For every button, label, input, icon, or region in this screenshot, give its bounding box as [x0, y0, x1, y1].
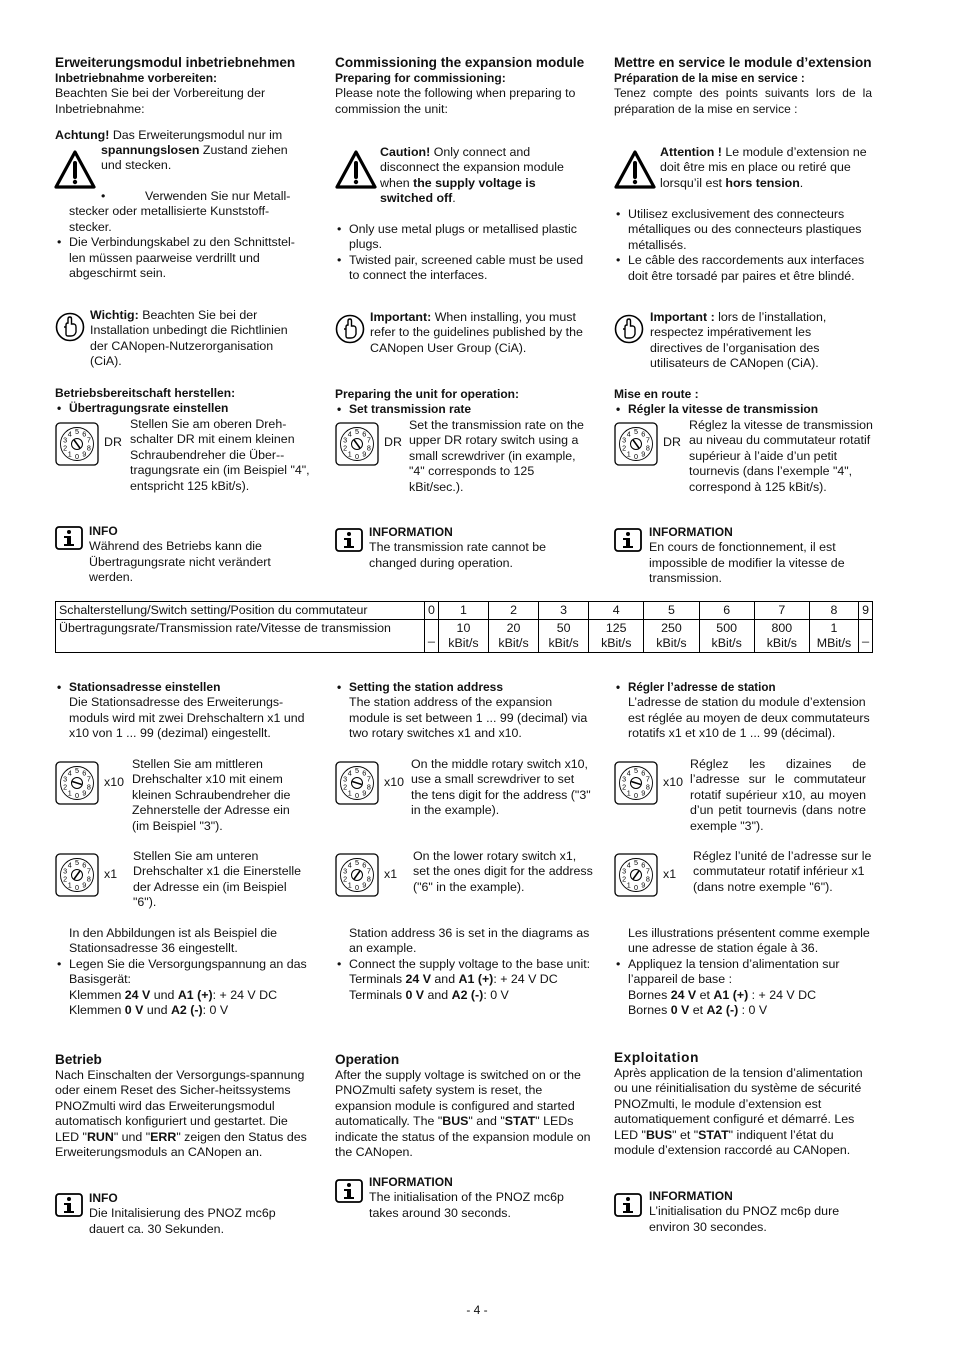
- dial-digit: 6: [362, 768, 367, 778]
- subheading: Preparing for commissioning:: [335, 71, 506, 85]
- switch-label: DR: [104, 435, 122, 449]
- dial-digit: 2: [343, 443, 348, 453]
- warning-icon: [614, 150, 656, 190]
- table-cell: 500 kBit/s: [699, 620, 754, 653]
- dial-digit: 3: [622, 866, 627, 876]
- dial-digit: 1: [67, 880, 72, 890]
- dial-digit: 6: [641, 429, 646, 439]
- info-label: INFORMATION: [649, 525, 733, 539]
- dial-digit: 8: [86, 782, 91, 792]
- dial-digit: 9: [82, 449, 87, 459]
- list-item: • Legen Sie die Versorgungspannung an das Basisgerät:: [55, 957, 311, 988]
- dial-digit: 2: [622, 782, 627, 792]
- dial-digit: 7: [86, 774, 91, 784]
- dial-digit: 1: [347, 880, 352, 890]
- paragraph: Stellen Sie am unteren Drehschalter x1 die Einerstelle der Adresse ein (im Beispiel "6").: [133, 849, 302, 910]
- rotary-switch-x10-icon: [335, 761, 379, 805]
- info-icon: [614, 1193, 642, 1217]
- info-text: L’initialisation du PNOZ mc6p dure environ 30 secondes.: [649, 1204, 840, 1234]
- important-text: Important : lors de l’installation, respectez impérativement les directives de l’organisation des utilisateurs de CANopen (CiA).: [650, 310, 827, 371]
- dial-pointer: [354, 440, 360, 448]
- dial-digit: 1: [626, 880, 631, 890]
- dial-digit: 3: [63, 774, 68, 784]
- table-cell: 8: [809, 602, 858, 620]
- dial-digit: 1: [347, 449, 352, 459]
- terminal-line: Bornes 0 V et A2 (-) : 0 V: [628, 1003, 768, 1018]
- switch-label: DR: [384, 435, 402, 449]
- paragraph: Die Stationsadresse des Erweiterungs-moduls wird mit zwei Drehschaltern x1 und x10 von 1 ... 99 (dezimal) eingestellt.: [69, 695, 305, 741]
- paragraph: The station address of the expansion module is set between 1 ... 99 (decimal) via two rotary switches x1 and x10.: [349, 695, 588, 741]
- dial-digit: 2: [343, 874, 348, 884]
- dial-digit: 4: [67, 860, 72, 870]
- rotary-switch-x1-icon: [55, 853, 99, 897]
- table-cell: 1 MBit/s: [809, 620, 858, 653]
- subheading: Betriebsbereitschaft herstellen:: [55, 386, 236, 400]
- operation-block-en: [335, 1051, 593, 1160]
- dial-pointer: [352, 782, 362, 785]
- operation-block-de: [55, 1051, 311, 1160]
- switch-label: DR: [663, 435, 681, 449]
- switch-rate-table: [55, 601, 873, 653]
- address-block-en: [335, 680, 591, 742]
- dial-digit: 3: [622, 435, 627, 445]
- dial-digit: 6: [641, 860, 646, 870]
- paragraph: Réglez les dizaines de l’adresse sur le commutateur rotatif supérieur x10, au moyen d’un petit tournevis (dans notre exemple "3").: [690, 757, 866, 833]
- address-block-fr: [614, 680, 872, 742]
- info-icon: [335, 528, 363, 552]
- rotary-switch-dr-icon: [55, 422, 99, 466]
- dial-digit: 7: [86, 435, 91, 445]
- list-item: • Verwenden Sie nur Metall-stecker oder metallisierte Kunststoff-stecker.: [69, 189, 291, 234]
- info-icon: [335, 1179, 363, 1203]
- paragraph: On the middle rotary switch x10, use a small screwdriver to set the tens digit for the address ("3" in the example).: [411, 757, 591, 818]
- dial-digit: 2: [622, 874, 627, 884]
- switch-label: x10: [104, 775, 124, 789]
- table-cell: _: [859, 620, 873, 653]
- dial-digit: 3: [343, 866, 348, 876]
- dial-pointer: [633, 440, 639, 448]
- dial-digit: 9: [641, 880, 646, 890]
- paragraph: Tenez compte des points suivants lors de la préparation de la mise en service :: [614, 86, 872, 116]
- dial-digit: 5: [634, 427, 638, 437]
- table-cell: 20 kBit/s: [488, 620, 538, 653]
- dial-digit: 8: [86, 443, 91, 453]
- dial-digit: 3: [622, 774, 627, 784]
- column-en: [335, 54, 593, 117]
- info-label: INFO: [89, 524, 118, 538]
- dial-digit: 8: [366, 443, 371, 453]
- subheading: Mise en route :: [614, 387, 699, 401]
- dial-digit: 6: [362, 860, 367, 870]
- dial-digit: 0: [355, 791, 359, 801]
- paragraph: Please note the following when preparing to commission the unit:: [335, 86, 576, 116]
- dial-digit: 7: [645, 435, 650, 445]
- dial-digit: 4: [67, 429, 72, 439]
- dial-digit: 6: [641, 768, 646, 778]
- dial-digit: 0: [634, 791, 638, 801]
- info-text: Während des Betriebs kann die Übertragungsrate nicht verändert werden.: [89, 539, 271, 585]
- table-cell: 10 kBit/s: [438, 620, 488, 653]
- caution-text: Attention ! Le module d’extension ne doit être mis en place ou retiré que lorsqu’il est hors tension.: [660, 145, 867, 190]
- terminal-line: Terminals 24 V and A1 (+): + 24 V DC: [349, 972, 558, 987]
- switch-label: x10: [384, 775, 404, 789]
- dial-digit: 7: [366, 774, 371, 784]
- dial-pointer: [74, 440, 80, 448]
- info-block: [369, 1175, 589, 1221]
- subheading: • Übertragungsrate einstellen: [55, 401, 315, 416]
- dial-digit: 9: [362, 880, 367, 890]
- rotary-switch-x1-icon: [614, 853, 658, 897]
- dial-digit: 9: [641, 788, 646, 798]
- info-text: The transmission rate cannot be changed during operation.: [369, 540, 547, 570]
- warning-icon: [54, 150, 96, 190]
- dial-digit: 2: [343, 782, 348, 792]
- rotary-switch-dr-icon: [335, 422, 379, 466]
- switch-label: x1: [384, 867, 398, 881]
- rotary-switch-x1-icon: [335, 853, 379, 897]
- dial-pointer: [633, 871, 639, 879]
- dial-digit: 1: [626, 449, 631, 459]
- section-title: Betrieb: [55, 1052, 102, 1067]
- info-label: INFORMATION: [369, 525, 453, 539]
- operation-block-fr: [614, 1049, 872, 1158]
- dial-digit: 7: [86, 866, 91, 876]
- info-block: [649, 1189, 869, 1235]
- important-hand-icon: [614, 313, 644, 345]
- dial-digit: 7: [645, 774, 650, 784]
- dial-digit: 1: [626, 788, 631, 798]
- dial-pointer: [72, 782, 82, 785]
- dial-digit: 0: [75, 452, 79, 462]
- table-cell: Schalterstellung/Switch setting/Position du commutateur: [56, 602, 425, 620]
- dial-digit: 8: [366, 874, 371, 884]
- dial-digit: 5: [634, 766, 638, 776]
- ready-block: [614, 387, 874, 418]
- dial-digit: 1: [67, 788, 72, 798]
- dial-digit: 6: [82, 768, 87, 778]
- dial-digit: 7: [645, 866, 650, 876]
- example-block-fr: [614, 926, 870, 1018]
- section-title: Operation: [335, 1052, 400, 1067]
- terminal-line: Klemmen 0 V und A2 (-): 0 V: [69, 1003, 229, 1018]
- column-fr: [614, 54, 872, 117]
- dial-digit: 0: [634, 883, 638, 893]
- important-hand-icon: [55, 311, 85, 343]
- dial-digit: 1: [347, 788, 352, 798]
- paragraph: Nach Einschalten der Versorgungs-spannung oder einem Reset des Sicher-heitssystems PNOZmulti wird das Erweiterungsmodul automatisch konfiguriert und gestartet. Die LED "RUN" und "ERR" zeigen den Status des Erweiterungsmoduls an CANopen an.: [55, 1068, 307, 1160]
- paragraph: L’adresse de station du module d’extension est réglée au moyen de deux commutateurs rotatifs x1 et x10 de 1 ... 99 (décimal).: [628, 695, 870, 741]
- list-item: • Only use metal plugs or metallised plastic plugs.: [335, 222, 593, 253]
- dial-digit: 8: [645, 874, 650, 884]
- table-cell: 50 kBit/s: [539, 620, 589, 653]
- example-block-de: [55, 926, 311, 1018]
- info-block: [369, 525, 589, 571]
- bullet-list: [335, 222, 593, 284]
- table-row: [56, 620, 873, 653]
- dial-digit: 4: [347, 768, 352, 778]
- dial-digit: 9: [82, 880, 87, 890]
- dial-digit: 9: [82, 788, 87, 798]
- info-text: Die Initalisierung des PNOZ mc6p dauert ca. 30 Sekunden.: [89, 1206, 276, 1236]
- dial-digit: 9: [641, 449, 646, 459]
- rotary-switch-x10-icon: [614, 761, 658, 805]
- dial-digit: 5: [75, 766, 79, 776]
- table-cell: 5: [644, 602, 699, 620]
- important-text: Important: When installing, you must refer to the guidelines published by the CANopen User Group (CiA).: [370, 310, 583, 355]
- caution-text: Achtung! Das Erweiterungsmodul nur im: [55, 128, 283, 142]
- table-cell: 3: [539, 602, 589, 620]
- dial-digit: 6: [82, 860, 87, 870]
- table-cell: 7: [754, 602, 809, 620]
- dial-digit: 5: [75, 427, 79, 437]
- terminal-line: Bornes 24 V et A1 (+) : + 24 V DC: [628, 987, 817, 1002]
- dial-digit: 5: [355, 427, 359, 437]
- subheading: • Set transmission rate: [335, 402, 595, 417]
- section-title: Mettre en service le module d’extension: [614, 55, 872, 70]
- dial-digit: 6: [82, 429, 87, 439]
- list-item: • Connect the supply voltage to the base unit:: [335, 957, 591, 972]
- dial-digit: 4: [347, 860, 352, 870]
- dial-digit: 0: [75, 791, 79, 801]
- terminal-line: Terminals 0 V and A2 (-): 0 V: [349, 987, 509, 1002]
- table-cell: 6: [699, 602, 754, 620]
- paragraph: On the lower rotary switch x1, set the ones digit for the address ("6" in the example).: [413, 849, 593, 894]
- paragraph: Les illustrations présentent comme exemple une adresse de station égale à 36.: [628, 926, 870, 956]
- dial-digit: 2: [622, 443, 627, 453]
- dial-digit: 4: [626, 860, 631, 870]
- dial-digit: 6: [362, 429, 367, 439]
- paragraph: Réglez la vitesse de transmission au niveau du commutateur rotatif supérieur à l’aide d’un petit tournevis (dans l’exemple "4", correspond à 125 kBit/s).: [689, 418, 873, 494]
- table-cell: 2: [488, 602, 538, 620]
- subheading: • Stationsadresse einstellen: [55, 680, 311, 695]
- subheading: • Setting the station address: [335, 680, 591, 695]
- section-title: Commissioning the expansion module: [335, 55, 585, 70]
- subheading: Inbetriebnahme vorbereiten:: [55, 71, 218, 85]
- dial-digit: 3: [343, 774, 348, 784]
- rotary-switch-x10-icon: [55, 761, 99, 805]
- dial-digit: 9: [362, 449, 367, 459]
- dial-digit: 2: [63, 443, 68, 453]
- dial-digit: 0: [634, 452, 638, 462]
- dial-digit: 7: [366, 435, 371, 445]
- bullet-list: [55, 189, 305, 281]
- dial-digit: 2: [63, 782, 68, 792]
- caution-text: Caution! Only connect and disconnect the expansion module when the supply voltage is switched off.: [380, 145, 564, 206]
- list-item: • Twisted pair, screened cable must be used to connect the interfaces.: [335, 253, 593, 284]
- dial-digit: 8: [645, 782, 650, 792]
- dial-digit: 3: [63, 435, 68, 445]
- dial-digit: 3: [63, 866, 68, 876]
- info-label: INFORMATION: [649, 1189, 733, 1203]
- paragraph: Stellen Sie am mittleren Drehschalter x10 mit einem kleinen Schraubendreher die Zehnerstelle der Adresse ein (im Beispiel "3").: [132, 757, 291, 833]
- paragraph: Après application de la tension d’alimentation ou une réinitialisation du système de sécurité PNOZmulti, le module d’extension est automatiquement configuré et démarré. Les LED "BUS" et "STAT" indiquent l’état du module d’extension raccordé au CANopen.: [614, 1066, 863, 1158]
- paragraph: Beachten Sie bei der Vorbereitung der Inbetriebnahme:: [55, 86, 266, 116]
- dial-digit: 4: [347, 429, 352, 439]
- bullet-list: [614, 207, 872, 284]
- info-text: En cours de fonctionnement, il est impossible de modifier la vitesse de transmission.: [649, 540, 845, 586]
- info-block: [89, 524, 299, 586]
- column-de: [55, 54, 325, 117]
- subheading: Préparation de la mise en service :: [614, 72, 805, 85]
- info-block: [649, 525, 869, 587]
- dial-digit: 0: [355, 452, 359, 462]
- list-item: • Utilisez exclusivement des connecteurs métalliques ou des connecteurs plastiques métallisés.: [614, 207, 872, 253]
- info-icon: [614, 528, 642, 552]
- dial-digit: 5: [355, 858, 359, 868]
- dial-digit: 1: [67, 449, 72, 459]
- section-title: Erweiterungsmodul inbetriebnehmen: [55, 55, 296, 70]
- dial-digit: 2: [63, 874, 68, 884]
- list-item: • Appliquez la tension d’alimentation sur l’appareil de base :: [614, 957, 870, 988]
- subheading: • Régler la vitesse de transmission: [614, 402, 874, 417]
- address-block-de: [55, 680, 311, 742]
- info-block: [89, 1191, 299, 1237]
- switch-label: x10: [663, 775, 683, 789]
- table-cell: 4: [589, 602, 644, 620]
- dial-digit: 5: [355, 766, 359, 776]
- table-cell: 800 kBit/s: [754, 620, 809, 653]
- important-hand-icon: [335, 313, 365, 345]
- table-cell: Übertragungsrate/Transmission rate/Vitesse de transmission: [56, 620, 425, 653]
- warning-icon: [335, 150, 377, 190]
- table-cell: 0: [425, 602, 439, 620]
- dial-pointer: [354, 871, 360, 879]
- ready-block: [55, 386, 315, 417]
- subheading: Preparing the unit for operation:: [335, 387, 520, 401]
- section-title: Exploitation: [614, 1050, 699, 1065]
- terminal-line: Klemmen 24 V und A1 (+): + 24 V DC: [69, 987, 278, 1002]
- paragraph: Réglez l’unité de l’adresse sur le commutateur rotatif inférieur x1 (dans notre exemple "6").: [693, 849, 872, 894]
- dial-pointer: [74, 871, 80, 879]
- dial-digit: 8: [645, 443, 650, 453]
- page-number: - 4 -: [466, 1303, 488, 1317]
- example-block-en: [335, 926, 591, 1003]
- paragraph: Stellen Sie am oberen Dreh-schalter DR mit einem kleinen Schraubendreher die Über--tragungsrate ein (im Beispiel "4", entspricht 125 kBit/s).: [130, 417, 310, 493]
- info-label: INFORMATION: [369, 1175, 453, 1189]
- ready-block: [335, 387, 595, 418]
- dial-digit: 8: [366, 782, 371, 792]
- table-cell: _: [425, 620, 439, 653]
- dial-digit: 3: [343, 435, 348, 445]
- dial-pointer: [631, 782, 641, 785]
- dial-digit: 0: [355, 883, 359, 893]
- switch-label: x1: [663, 867, 677, 881]
- table-cell: 125 kBit/s: [589, 620, 644, 653]
- paragraph: Station address 36 is set in the diagrams as an example.: [349, 926, 590, 956]
- table-cell: 1: [438, 602, 488, 620]
- switch-label: x1: [104, 867, 118, 881]
- dial-digit: 0: [75, 883, 79, 893]
- dial-digit: 8: [86, 874, 91, 884]
- list-item: • Die Verbindungskabel zu den Schnittstel-len müssen paarweise verdrillt und abgeschirmt sein.: [55, 235, 305, 281]
- dial-digit: 5: [75, 858, 79, 868]
- info-label: INFO: [89, 1191, 118, 1205]
- important-text: Wichtig: Beachten Sie bei der Installation unbedingt die Richtlinien der CANopen-Nutzerorganisation (CiA).: [90, 308, 288, 369]
- info-icon: [55, 1193, 83, 1217]
- paragraph: Set the transmission rate on the upper DR rotary switch using a small screwdriver (in example, "4" corresponds to 125 kBit/sec.).: [409, 418, 584, 494]
- info-icon: [55, 526, 83, 550]
- caution-text-cont: spannungslosen Zustand ziehen und stecken.: [101, 143, 288, 173]
- rotary-switch-dr-icon: [614, 422, 658, 466]
- dial-digit: 4: [626, 429, 631, 439]
- subheading: • Régler l’adresse de station: [614, 680, 872, 695]
- dial-digit: 9: [362, 788, 367, 798]
- dial-digit: 4: [626, 768, 631, 778]
- dial-digit: 4: [67, 768, 72, 778]
- table-cell: 250 kBit/s: [644, 620, 699, 653]
- info-text: The initialisation of the PNOZ mc6p takes around 30 seconds.: [369, 1190, 564, 1220]
- table-row: [56, 602, 873, 620]
- dial-digit: 7: [366, 866, 371, 876]
- paragraph: After the supply voltage is switched on or the PNOZmulti safety system is reset, the expansion module is configured and started automatically. The "BUS" and "STAT" LEDs indicate the status of the expansion module on the CANopen.: [335, 1068, 591, 1160]
- table-cell: 9: [859, 602, 873, 620]
- list-item: • Le câble des raccordements aux interfaces doit être torsadé par paires et être blindé.: [614, 253, 872, 284]
- paragraph: In den Abbildungen ist als Beispiel die Stationsadresse 36 eingestellt.: [69, 926, 278, 956]
- dial-digit: 5: [634, 858, 638, 868]
